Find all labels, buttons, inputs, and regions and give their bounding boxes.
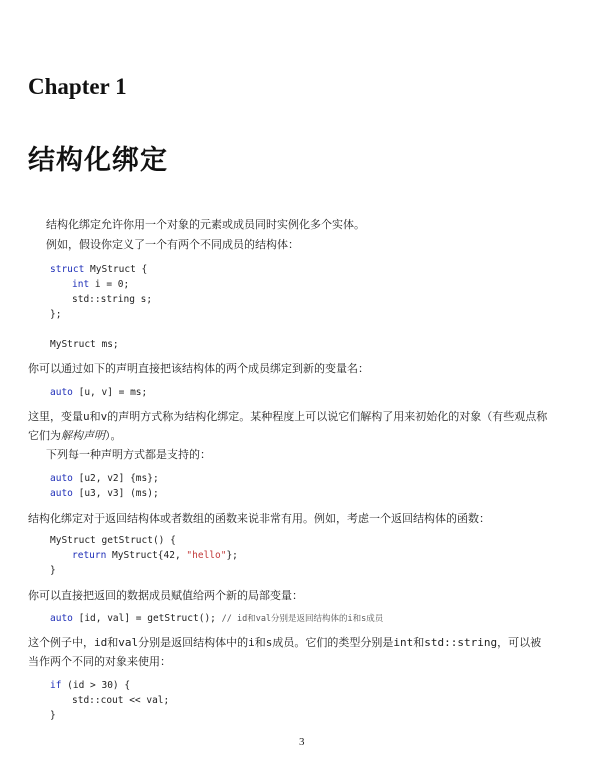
- code-getstruct-line-3: }: [50, 565, 56, 576]
- text: 和: [107, 636, 119, 649]
- text: 和: [413, 636, 425, 649]
- code-struct-line-1: [50, 262, 147, 277]
- code-auto-binding: [50, 385, 147, 400]
- code-text: MyStruct {: [84, 264, 148, 275]
- paragraph-useful: 结构化绑定对于返回结构体或者数组的函数来说非常有用。例如，考虑一个返回结构体的函数：: [28, 512, 490, 525]
- code-auto-paren: [50, 486, 159, 501]
- keyword: int: [72, 279, 90, 290]
- keyword: auto: [50, 387, 73, 398]
- intro-paragraph-1: 结构化绑定允许你用一个对象的元素或成员同时实例化多个实体。: [46, 218, 365, 231]
- paragraph-example-line-2: 当作两个不同的对象来使用：: [28, 655, 171, 668]
- code-getstruct-line-1: MyStruct getStruct() {: [50, 535, 176, 546]
- code-struct-line-4: };: [50, 309, 62, 320]
- intro-paragraph-2: 例如，假设你定义了一个有两个不同成员的结构体：: [46, 238, 299, 251]
- paragraph-following: 下列每一种声明方式都是支持的：: [46, 448, 211, 461]
- keyword: auto: [50, 488, 73, 499]
- code-auto-getstruct: [50, 611, 383, 627]
- paragraph-here-line-2: [28, 428, 122, 443]
- code-text: MyStruct{42,: [106, 550, 187, 561]
- text: 的声明方式称为结构化绑定。某种程度上可以说它们解构了用来初始化的对象（有些观点称: [107, 410, 548, 423]
- text: 和: [254, 636, 266, 649]
- keyword: if: [50, 680, 62, 691]
- code-text: i = 0;: [89, 279, 130, 290]
- keyword: auto: [50, 613, 73, 624]
- inline-code: u: [83, 410, 90, 423]
- page-number: 3: [299, 736, 305, 748]
- chapter-label: Chapter 1: [28, 74, 127, 99]
- paragraph-assign: 你可以直接把返回的数据成员赋值给两个新的局部变量：: [28, 589, 303, 602]
- keyword: return: [72, 550, 107, 561]
- inline-code: int: [393, 636, 414, 649]
- inline-code: v: [100, 410, 108, 423]
- code-text: (id > 30) {: [61, 680, 131, 691]
- code-text: };: [226, 550, 238, 561]
- code-struct-line-3: std::string s;: [72, 294, 153, 305]
- paragraph-bind: 你可以通过如下的声明直接把该结构体的两个成员绑定到新的变量名：: [28, 362, 369, 375]
- code-auto-brace: [50, 471, 159, 486]
- text: ，可以被: [497, 636, 542, 649]
- inline-code: std::string: [424, 636, 498, 649]
- code-text: [u3, v3] (ms);: [72, 488, 159, 499]
- code-if-line-3: }: [50, 710, 56, 721]
- text: 这个例子中，: [28, 636, 94, 649]
- emphasis-term: 解构声明: [61, 429, 105, 442]
- string-literal: "hello": [186, 550, 227, 561]
- code-if-line-1: [50, 678, 130, 693]
- paragraph-example-line-1: [28, 635, 541, 650]
- paragraph-here-line-1: [28, 409, 547, 424]
- code-if-line-2: std::cout << val;: [72, 695, 170, 706]
- inline-code: val: [118, 636, 139, 649]
- code-getstruct-line-2: [72, 548, 238, 563]
- text: 和: [89, 410, 101, 423]
- code-text: [u, v] = ms;: [72, 387, 148, 398]
- code-comment: // id和val分别是返回结构体的i和s成员: [221, 614, 384, 624]
- inline-code: i: [248, 636, 255, 649]
- inline-code: s: [265, 636, 273, 649]
- text: 这里，变量: [28, 410, 83, 423]
- code-text: [id, val] = getStruct();: [72, 613, 222, 624]
- keyword: auto: [50, 473, 73, 484]
- text: ）。: [105, 429, 122, 442]
- text: 成员。它们的类型分别是: [272, 636, 394, 649]
- code-ms-declaration: MyStruct ms;: [50, 339, 119, 350]
- text: 分别是返回结构体中的: [138, 636, 249, 649]
- keyword: struct: [50, 264, 85, 275]
- chapter-title: 结构化绑定: [28, 145, 168, 176]
- inline-code: id: [94, 636, 108, 649]
- code-struct-line-2: [72, 277, 129, 292]
- code-text: [u2, v2] {ms};: [72, 473, 159, 484]
- text: 它们为: [28, 429, 61, 442]
